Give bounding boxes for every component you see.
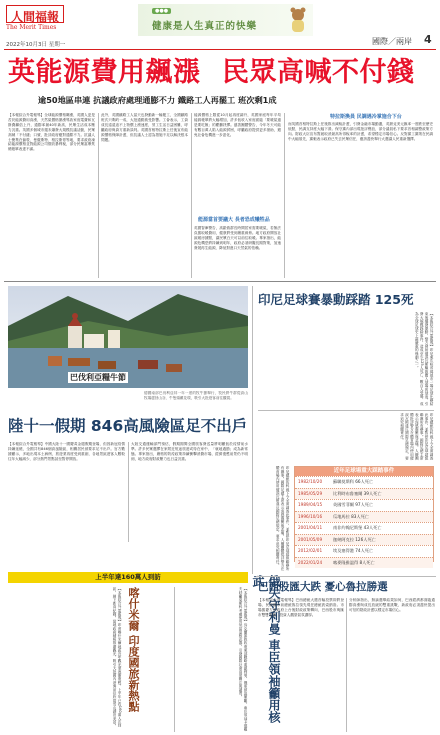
gorge-body-col2: 大陸交通運輸部門預估，假期期間全國旅客發送量將明顯低於疫情前水準。許多民眾選擇在家附近短途旅遊或待在家中，「就地過節」成為新常態。專家指出，嚴格的防疫政策持續衝擊消費市場，經濟復甦前景仍不明朗，地方政府財政壓力也日益沉重。 — [131, 442, 248, 461]
brazil-headline: 巴西股匯大跌 憂心魯拉勝選 — [258, 581, 388, 593]
lead-body-col2: 此外，英國鐵路工人當天也發動新一輪罷工，全國鐵路班次只剩約一成，大批通勤族受影響。工會表示，工資成長遠遠追不上物價上漲速度，勞工生活日益困難，呼籲政府與資方重新談判。英國首相特拉斯上任後宣布能源價格保障計畫，但抗議人士認為措施不足以解決根本問題。 — [101, 113, 188, 142]
table-cell-date: 1982/10/20 — [298, 479, 323, 484]
table-row — [295, 476, 433, 488]
section-name: 國際／兩岸 — [372, 37, 412, 46]
stampede-table-body — [295, 476, 433, 568]
stampede-side-column: 印尼總統佐科威下令全面調查此事件，並暫停印尼足球超級聯賽所有賽事。國際足總主席表示深感震驚與悲痛。人權團體批評警方在體育場內使用催淚瓦斯違反國際足總規定，要求追究相關責任。 — [276, 466, 290, 571]
india-body: 【本報綜合外電報導】印度喀什米爾地區近年觀光業逐漸復甦，上半年已有160萬人次到訪，創下新高紀錄。當地政府積極推廣觀光，吸引大批國內遊客前往欣賞雪山湖泊美景。 — [113, 587, 122, 728]
bear-mascot-icon — [288, 7, 308, 33]
table-cell-date: 2001/04/11 — [298, 525, 323, 530]
lead-subhead: 逾50地區串連 抗議政府處理通膨不力 鐵路工人再罷工 班次剩1成 — [38, 95, 277, 105]
table-cell-event: 南非約翰尼斯堡 43人死亡 — [333, 525, 382, 530]
stampede-table-title: 近年足球場重大踩踏事件 — [295, 467, 433, 476]
table-cell-date: 1996/10/16 — [298, 513, 323, 519]
table-row — [295, 488, 433, 500]
photo-caption: 德國南部巴伐利亞邦一年一度的牧牛節舉行，牧民將牛群從高山牧場趕回山谷，牛隻頭戴花環，吸引大批遊客前往觀賞。 — [144, 391, 248, 400]
table-cell-date: 2012/02/01 — [298, 548, 323, 553]
table-cell-event: 蘇聯莫斯科 66人死亡 — [333, 479, 374, 484]
table-cell-date: 1985/05/29 — [298, 490, 323, 496]
gorge-body-col1: 【本報綜合外電報導】中國大陸十一國慶黃金週假期登場，但因新冠疫情持續延燒，全國共有846個高風險區，相關居民被要求足不出戶。官方數據顯示，多地出現本土病例，旅遊業再度受到重創，各地景區遊客人數較往年大幅減少，部分熱門景點甚至暫停開放。 — [8, 442, 125, 461]
russia-body: 【本報綜合外電報導】烏克蘭軍隊收復東部戰略重鎮利曼，俄軍被迫撤離。車臣領袖卡德羅夫呼籲莫斯科考慮使用低當量核武器，引發國際社會高度關注與譴責。 — [239, 587, 248, 731]
stampede-table — [294, 466, 434, 565]
logo-english: The Merit Times — [6, 24, 57, 31]
table-cell-event: 英國雪菲爾 97人死亡 — [333, 502, 374, 507]
logo: 人間福報 — [6, 5, 64, 23]
table-row — [295, 557, 433, 569]
brazil-body-col2: 分析師指出，無論選舉結果如何，巴西經濟都面臨通膨高漲與成長放緩的雙重挑戰，新政府必須盡快提出可信的財政計畫以穩定市場信心。 — [349, 598, 435, 612]
table-row — [295, 511, 433, 523]
table-cell-event: 喀麥隆雅溫得 8人死亡 — [333, 559, 375, 565]
table-cell-date: 2022/01/24 — [298, 559, 323, 565]
masthead — [0, 0, 440, 52]
stampede-headline: 印尼足球賽暴動踩踏 125死 — [258, 292, 414, 307]
india-headline: 喀什米爾 印度國旅新熱點 — [127, 587, 140, 712]
tourism-banner-text: 上半年達160萬人到訪 — [95, 573, 161, 581]
table-row — [295, 499, 433, 511]
table-cell-date: 1989/04/15 — [298, 502, 323, 507]
table-cell-event: 埃及塞得港 74人死亡 — [333, 548, 374, 553]
stampede-body-col1: 【本報綜合外電報導】印尼東爪哇省瑪琅市一場足球比賽結束後爆發暴動，警方發射催淚瓦斯驅散闖入球場的球迷，引發大規模踩踏事件，造成至少125人死亡、數百人受傷，成為全球足球史上最嚴重的慘劇之一。 — [415, 312, 434, 406]
masthead-ad — [138, 4, 313, 36]
stampede-body-col2: 印尼總統佐科威下令全面調查此事件，並暫停印尼足球超級聯賽所有賽事。國際足總主席表示深感震驚與悲痛。人權團體批評警方在體育場內使用催淚瓦斯違反國際足總規定，要求追究相關責任。 — [400, 413, 434, 460]
lead-body-col4: 英國智庫警告，高齡族群長時間居家需要暖氣，若無法負擔取暖費用，健康將受到嚴重威脅。地方政府開放社區暖房據點，讓民眾白天可以前往取暖。專家指出，能源危機恐將持續到明年，政府必須研擬長期對策，加速發展再生能源，降低對進口天然氣的依賴。 — [194, 226, 281, 250]
side-article-kicker: 特拉斯換員 民調遇冷掌施合下台 — [330, 114, 402, 120]
feature-photo — [8, 286, 248, 388]
gorge-headline: 陸十一假期 846高風險區足不出戶 — [8, 417, 248, 435]
ad-slogan: 健康是人生真正的快樂 — [152, 21, 258, 32]
lead-headline-right: 民眾高喊不付錢 — [222, 57, 415, 88]
issue-date: 2022年10月3日 星期一 — [6, 42, 66, 48]
side-article-body: 而英國首相特拉斯上任後推出減稅計畫，引發金融市場動盪，英鎊兌美元匯率一度跌至歷史低點，民調支持度大幅下滑。保守黨內部出現批評聲浪，部分議員私下要求首相調整政策方向。財政大臣宣布暫緩取消最高所得稅率的計畫，希望穩定市場信心。反對黨工黨則在民調中大幅領先，黨魁表示政府已失去民眾信任，應該盡快舉行大選讓人民重新選擇。 — [288, 122, 433, 141]
lead-body-col1: 【本報綜合外電報導】全球能源價格飆漲，英國人更是苦於能源費用高漲，天然氣價格暴漲導致家庭電費和瓦斯費翻倍上升，通膨率創40年新高，民眾生活成本壓力沉重。英國多個城市週末爆發大規模抗議活動，民眾高喊「不付錢」口號，批評政府應對通膨不力。抗議人士聚集在倫敦、曼徹斯特、格拉斯哥等地，要求政府凍結能源價格並對能源公司徵收暴利稅，部分民眾當眾焚燒帳單表達不滿。 — [8, 113, 95, 152]
table-row — [295, 522, 433, 534]
russia-headline: 俄失守利曼 車臣領袖籲用核武 — [251, 575, 281, 724]
table-cell-event: 瓜地馬拉 83人死亡 — [333, 513, 369, 519]
photo-caption-tag: 巴伐利亞糧牛節 — [70, 373, 126, 382]
tourism-banner — [8, 572, 248, 583]
table-cell-event: 迦納阿克拉 126人死亡 — [333, 536, 376, 542]
brazil-body-col1: 【本報綜合外電報導】巴西總統大選首輪投票即將登場，民調顯示前總統魯拉領先現任總統波索納洛。市場擔憂左派政府上台後財政政策轉向，巴西股市與匯市雙雙重挫，投資人觀望氣氛濃厚。 — [258, 598, 344, 617]
page-number: 4 — [424, 33, 432, 46]
lead-headline-left: 英能源費用飆漲 — [8, 57, 201, 88]
lead-body-col3: 能源價格上限從10月起再度調升，英國家庭每年平均能源帳單將大幅增加，許多低收入家庭面臨「要暖氣還是要吃飯」的艱難抉擇。慈善團體警告，今年冬天可能有數百萬人陷入能源貧困，呼籲政府提供更多援助，避免社會危機進一步惡化。 — [194, 113, 281, 137]
table-cell-event: 比利時布魯塞爾 39人死亡 — [333, 490, 382, 496]
ad-brand-badge: ●●● — [152, 8, 171, 14]
table-row — [295, 534, 433, 546]
table-row — [295, 545, 433, 557]
lead-subsection-heading: 能源當首要議大 長者恐成犧牲品 — [198, 217, 270, 223]
table-cell-date: 2001/05/09 — [298, 536, 323, 542]
